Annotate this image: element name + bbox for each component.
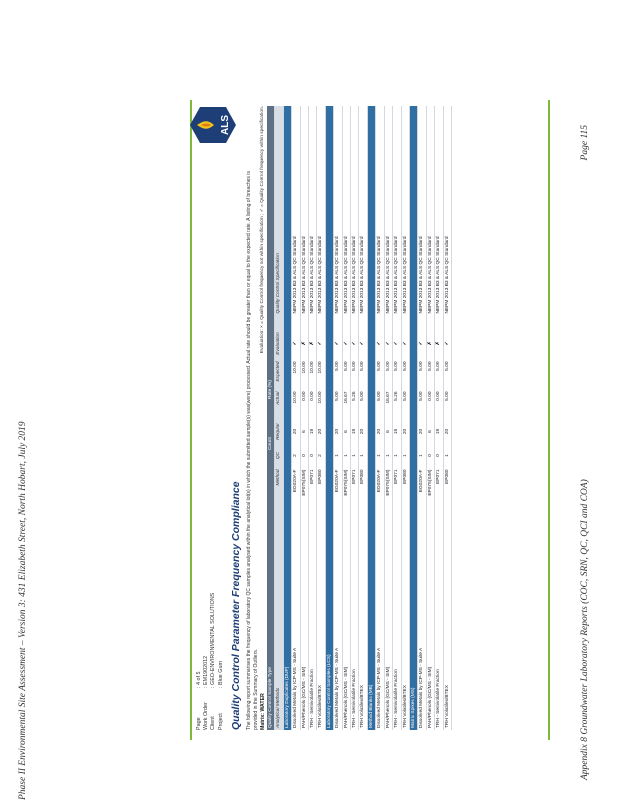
analyte-cell: TRH Volatiles/BTEX xyxy=(401,530,409,731)
evaluation-cell: ✗ xyxy=(435,328,443,360)
method-cell: EG020A-F xyxy=(334,468,342,530)
expected-rate-cell: 10.00 xyxy=(309,360,317,390)
section-title: Matrix Spikes (MS) xyxy=(409,106,417,730)
actual-rate-cell: 16.67 xyxy=(384,390,392,420)
report-title: Quality Control Parameter Frequency Compliance xyxy=(230,481,242,730)
table-row xyxy=(426,106,434,730)
meta-page-value: : 4 of 5 xyxy=(196,671,202,688)
spec-cell: NEPM 2013 B3 & ALS QC Standard xyxy=(351,106,359,328)
actual-rate-cell: 0.00 xyxy=(426,390,434,420)
evaluation-cell: ✓ xyxy=(393,328,401,360)
spec-cell: NEPM 2013 B3 & ALS QC Standard xyxy=(435,106,443,328)
analyte-cell: TRH - Semivolatile Fraction xyxy=(351,530,359,731)
header-rate: Rate (%) xyxy=(267,360,275,420)
analyte-cell: TRH - Semivolatile Fraction xyxy=(435,530,443,731)
method-cell: EP080 xyxy=(443,468,451,530)
spec-cell: NEPM 2013 B3 & ALS QC Standard xyxy=(359,106,367,328)
regular-count-cell: 20 xyxy=(359,420,367,444)
actual-rate-cell: 5.00 xyxy=(443,390,451,420)
actual-rate-cell: 5.26 xyxy=(351,390,359,420)
header-actual: Actual xyxy=(275,390,283,420)
actual-rate-cell: 5.26 xyxy=(393,390,401,420)
page-header: Phase II Environmental Site Assessment – Version 3: 431 Elizabeth Street, North Hobart, July 2019 xyxy=(18,421,28,800)
method-cell: EG020A-F xyxy=(292,468,300,530)
expected-rate-cell: 10.00 xyxy=(300,360,308,390)
spec-cell: NEPM 2013 B3 & ALS QC Standard xyxy=(443,106,451,328)
section-row xyxy=(409,106,417,730)
evaluation-cell: ✓ xyxy=(292,328,300,360)
logo-text: ALS xyxy=(220,115,231,135)
header-spec: Quality Control Specification xyxy=(275,106,283,328)
expected-rate-cell: 5.00 xyxy=(418,360,426,390)
evaluation-cell: ✗ xyxy=(300,328,308,360)
method-cell: EP071 xyxy=(351,468,359,530)
qc-count-cell: 2 xyxy=(292,444,300,468)
qc-count-cell: 1 xyxy=(351,444,359,468)
analyte-cell: TRH Volatiles/BTEX xyxy=(359,530,367,731)
method-cell: EG020A-F xyxy=(418,468,426,530)
bottom-divider xyxy=(548,100,550,740)
spec-cell: NEPM 2013 B3 & ALS QC Standard xyxy=(376,106,384,328)
actual-rate-cell: 0.00 xyxy=(300,390,308,420)
expected-rate-cell: 5.00 xyxy=(384,360,392,390)
analyte-cell: Dissolved Metals by ICP-MS - Suite A xyxy=(292,530,300,731)
evaluation-cell: ✓ xyxy=(342,328,350,360)
section-title: Laboratory Duplicates (DUP) xyxy=(283,106,291,730)
regular-count-cell: 19 xyxy=(393,420,401,444)
regular-count-cell: 6 xyxy=(342,420,350,444)
expected-rate-cell: 5.00 xyxy=(426,360,434,390)
regular-count-cell: 6 xyxy=(426,420,434,444)
qc-count-cell: 1 xyxy=(376,444,384,468)
meta-project-label: Project xyxy=(217,713,224,730)
header-evaluation: Evaluation xyxy=(275,328,283,360)
evaluation-cell: ✓ xyxy=(418,328,426,360)
analyte-cell: Dissolved Metals by ICP-MS - Suite A xyxy=(418,530,426,731)
analyte-cell: PAH/Phenols (GC/MS - SIM) xyxy=(384,530,392,731)
spec-cell: NEPM 2013 B3 & ALS QC Standard xyxy=(418,106,426,328)
table-row xyxy=(292,106,300,730)
qc-count-cell: 0 xyxy=(426,444,434,468)
qc-count-cell: 1 xyxy=(393,444,401,468)
method-cell: EP075(SIM) xyxy=(300,468,308,530)
regular-count-cell: 20 xyxy=(317,420,325,444)
table-row xyxy=(300,106,308,730)
method-cell: EP080 xyxy=(401,468,409,530)
spec-cell: NEPM 2013 B3 & ALS QC Standard xyxy=(292,106,300,328)
header-analytical-methods: Analytical Methods xyxy=(275,530,283,731)
qc-count-cell: 0 xyxy=(300,444,308,468)
spec-cell: NEPM 2013 B3 & ALS QC Standard xyxy=(309,106,317,328)
analyte-cell: TRH Volatiles/BTEX xyxy=(443,530,451,731)
qc-count-cell: 1 xyxy=(384,444,392,468)
matrix-label: Matrix: WATER xyxy=(260,693,266,730)
expected-rate-cell: 10.00 xyxy=(292,360,300,390)
meta-client-value: : GEO-ENVIRONMENTAL SOLUTIONS xyxy=(210,592,217,688)
evaluation-cell: ✗ xyxy=(309,328,317,360)
analyte-cell: Dissolved Metals by ICP-MS - Suite A xyxy=(334,530,342,731)
table-row xyxy=(443,106,451,730)
actual-rate-cell: 10.00 xyxy=(292,390,300,420)
method-cell: EP071 xyxy=(435,468,443,530)
header-regular: Reqular xyxy=(275,420,283,444)
method-cell: EP080 xyxy=(359,468,367,530)
analyte-cell: PAH/Phenols (GC/MS - SIM) xyxy=(300,530,308,731)
expected-rate-cell: 5.00 xyxy=(435,360,443,390)
regular-count-cell: 20 xyxy=(334,420,342,444)
regular-count-cell: 19 xyxy=(435,420,443,444)
qc-count-cell: 0 xyxy=(435,444,443,468)
qc-count-cell: 1 xyxy=(359,444,367,468)
table-row xyxy=(309,106,317,730)
table-row xyxy=(401,106,409,730)
evaluation-legend: Evaluation: × = Quality Control frequency not within specification ; ✓ = Quality Control frequency within specification. xyxy=(260,106,265,354)
actual-rate-cell: 10.00 xyxy=(317,390,325,420)
method-cell: EP071 xyxy=(309,468,317,530)
spec-cell: NEPM 2013 B3 & ALS QC Standard xyxy=(342,106,350,328)
evaluation-cell: ✗ xyxy=(426,328,434,360)
actual-rate-cell: 16.67 xyxy=(342,390,350,420)
regular-count-cell: 20 xyxy=(418,420,426,444)
expected-rate-cell: 5.00 xyxy=(376,360,384,390)
meta-client-label: Client xyxy=(210,716,217,730)
table-row xyxy=(359,106,367,730)
analyte-cell: TRH - Semivolatile Fraction xyxy=(393,530,401,731)
report-meta xyxy=(196,593,225,730)
als-logo-icon xyxy=(188,104,238,146)
actual-rate-cell: 0.00 xyxy=(435,390,443,420)
regular-count-cell: 19 xyxy=(309,420,317,444)
method-cell: EP075(SIM) xyxy=(384,468,392,530)
actual-rate-cell: 5.00 xyxy=(334,390,342,420)
qc-count-cell: 1 xyxy=(443,444,451,468)
expected-rate-cell: 5.00 xyxy=(393,360,401,390)
method-cell: EG020A-F xyxy=(376,468,384,530)
report-intro: The following report summarises the frequency of laboratory QC samples analysed within the analytical lot(s) in which the submitted sample(s) was(were) processed. Actual rate should be greater than or equal to the expected rate. A listing of breaches is provided in the Summary of Outliers. xyxy=(246,171,259,730)
top-divider xyxy=(190,100,192,740)
regular-count-cell: 6 xyxy=(300,420,308,444)
spec-cell: NEPM 2013 B3 & ALS QC Standard xyxy=(317,106,325,328)
evaluation-cell: ✓ xyxy=(351,328,359,360)
regular-count-cell: 20 xyxy=(401,420,409,444)
regular-count-cell: 20 xyxy=(376,420,384,444)
table-row xyxy=(342,106,350,730)
regular-count-cell: 20 xyxy=(443,420,451,444)
expected-rate-cell: 5.00 xyxy=(359,360,367,390)
table-row xyxy=(418,106,426,730)
actual-rate-cell: 5.00 xyxy=(401,390,409,420)
table-row xyxy=(317,106,325,730)
qc-frequency-table xyxy=(267,106,452,730)
evaluation-cell: ✓ xyxy=(334,328,342,360)
actual-rate-cell: 5.00 xyxy=(359,390,367,420)
footer-appendix-label: Appendix 8 Groundwater Laboratory Reports (COC, SRN, QC, QCI and COA) xyxy=(580,479,590,780)
section-row xyxy=(283,106,291,730)
actual-rate-cell: 5.00 xyxy=(376,390,384,420)
regular-count-cell: 20 xyxy=(292,420,300,444)
header-method: Method xyxy=(275,468,283,530)
spec-cell: NEPM 2013 B3 & ALS QC Standard xyxy=(334,106,342,328)
header-count: Count xyxy=(267,420,275,468)
table-row xyxy=(384,106,392,730)
method-cell: EP075(SIM) xyxy=(342,468,350,530)
table-row xyxy=(376,106,384,730)
expected-rate-cell: 5.00 xyxy=(443,360,451,390)
spec-cell: NEPM 2013 B3 & ALS QC Standard xyxy=(384,106,392,328)
expected-rate-cell: 5.00 xyxy=(342,360,350,390)
expected-rate-cell: 5.00 xyxy=(351,360,359,390)
analyte-cell: Dissolved Metals by ICP-MS - Suite A xyxy=(376,530,384,731)
section-row xyxy=(325,106,333,730)
qc-report-page xyxy=(190,100,622,740)
qc-count-cell: 1 xyxy=(334,444,342,468)
method-cell: EP080 xyxy=(317,468,325,530)
table-row xyxy=(351,106,359,730)
actual-rate-cell: 5.00 xyxy=(418,390,426,420)
evaluation-cell: ✓ xyxy=(443,328,451,360)
spec-cell: NEPM 2013 B3 & ALS QC Standard xyxy=(300,106,308,328)
table-row xyxy=(393,106,401,730)
meta-project-value: : Blue Gum xyxy=(217,661,224,688)
spec-cell: NEPM 2013 B3 & ALS QC Standard xyxy=(426,106,434,328)
meta-page-label: Page xyxy=(196,717,202,730)
spec-cell: NEPM 2013 B3 & ALS QC Standard xyxy=(401,106,409,328)
expected-rate-cell: 5.00 xyxy=(334,360,342,390)
analyte-cell: TRH - Semivolatile Fraction xyxy=(309,530,317,731)
evaluation-cell: ✓ xyxy=(376,328,384,360)
qc-count-cell: 2 xyxy=(317,444,325,468)
section-title: Method Blanks (MB) xyxy=(367,106,375,730)
meta-work-order-value: : EM1902012 xyxy=(203,655,210,688)
footer-page-number: Page 115 xyxy=(580,125,590,161)
header-qc: QC xyxy=(275,444,283,468)
qc-count-cell: 1 xyxy=(418,444,426,468)
section-row xyxy=(367,106,375,730)
header-qc-sample-type: Quality Control Sample Type xyxy=(267,530,275,731)
evaluation-cell: ✓ xyxy=(359,328,367,360)
evaluation-cell: ✓ xyxy=(384,328,392,360)
analyte-cell: PAH/Phenols (GC/MS - SIM) xyxy=(342,530,350,731)
header-expected: Expected xyxy=(275,360,283,390)
regular-count-cell: 19 xyxy=(351,420,359,444)
spec-cell: NEPM 2013 B3 & ALS QC Standard xyxy=(393,106,401,328)
qc-count-cell: 0 xyxy=(309,444,317,468)
qc-count-cell: 1 xyxy=(401,444,409,468)
table-row xyxy=(435,106,443,730)
actual-rate-cell: 0.00 xyxy=(309,390,317,420)
qc-count-cell: 1 xyxy=(342,444,350,468)
evaluation-cell: ✓ xyxy=(401,328,409,360)
evaluation-cell: ✓ xyxy=(317,328,325,360)
table-row xyxy=(334,106,342,730)
analyte-cell: TRH Volatiles/BTEX xyxy=(317,530,325,731)
method-cell: EP075(SIM) xyxy=(426,468,434,530)
section-title: Laboratory Control Samples (LCS) xyxy=(325,106,333,730)
meta-work-order-label: Work Order xyxy=(203,702,210,730)
expected-rate-cell: 5.00 xyxy=(401,360,409,390)
method-cell: EP071 xyxy=(393,468,401,530)
analyte-cell: PAH/Phenols (GC/MS - SIM) xyxy=(426,530,434,731)
expected-rate-cell: 10.00 xyxy=(317,360,325,390)
regular-count-cell: 6 xyxy=(384,420,392,444)
